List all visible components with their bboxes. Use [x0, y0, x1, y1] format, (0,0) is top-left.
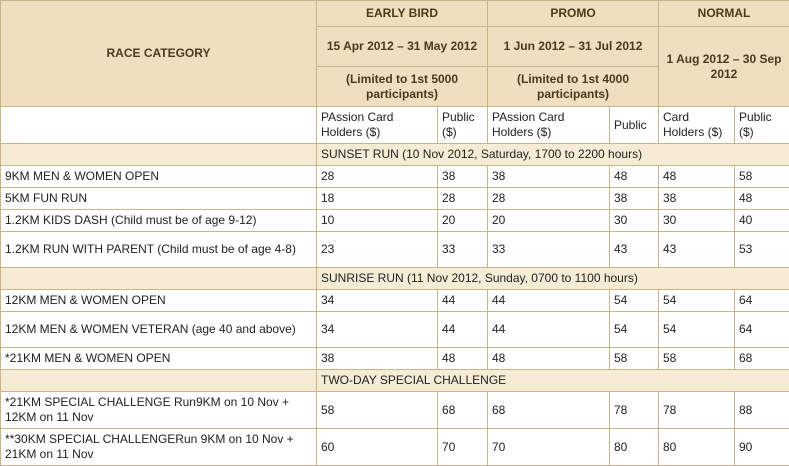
section-title: SUNSET RUN (10 Nov 2012, Saturday, 1700 to 2200 hours) [317, 144, 789, 166]
price-cell: 68 [735, 348, 789, 370]
section-spacer [1, 268, 317, 290]
race-category-cell: 1.2KM KIDS DASH (Child must be of age 9-12) [1, 210, 317, 232]
price-cell: 33 [438, 232, 488, 268]
section-spacer [1, 144, 317, 166]
price-cell: 18 [317, 188, 438, 210]
section-spacer [1, 370, 317, 392]
price-cell: 38 [488, 166, 610, 188]
price-cell: 28 [488, 188, 610, 210]
price-cell: 58 [610, 348, 659, 370]
price-cell: 23 [317, 232, 438, 268]
price-cell: 48 [735, 188, 789, 210]
promo-header: PROMO [488, 1, 659, 27]
price-cell: 43 [610, 232, 659, 268]
price-cell: 88 [735, 392, 789, 429]
sub-col-early-public: Public ($) [438, 107, 488, 144]
price-cell: 68 [488, 392, 610, 429]
sub-col-promo-public: Public [610, 107, 659, 144]
price-cell: 54 [610, 290, 659, 312]
price-cell: 54 [659, 312, 735, 348]
promo-dates: 1 Jun 2012 – 31 Jul 2012 [488, 27, 659, 67]
price-cell: 33 [488, 232, 610, 268]
sub-col-early-card: PAssion Card Holders ($) [317, 107, 438, 144]
race-category-cell: 1.2KM RUN WITH PARENT (Child must be of age 4-8) [1, 232, 317, 268]
race-category-cell: 9KM MEN & WOMEN OPEN [1, 166, 317, 188]
price-cell: 30 [659, 210, 735, 232]
price-cell: 60 [317, 429, 438, 466]
price-cell: 43 [659, 232, 735, 268]
normal-dates: 1 Aug 2012 – 30 Sep 2012 [659, 27, 789, 107]
price-cell: 44 [438, 290, 488, 312]
early-bird-header: EARLY BIRD [317, 1, 488, 27]
sub-col-normal-public: Public ($) [735, 107, 789, 144]
price-cell: 90 [735, 429, 789, 466]
price-cell: 48 [438, 348, 488, 370]
price-cell: 30 [610, 210, 659, 232]
price-cell: 64 [735, 312, 789, 348]
section-title: SUNRISE RUN (11 Nov 2012, Sunday, 0700 to 1100 hours) [317, 268, 789, 290]
price-cell: 54 [659, 290, 735, 312]
promo-limit: (Limited to 1st 4000 participants) [488, 67, 659, 107]
price-cell: 40 [735, 210, 789, 232]
price-cell: 70 [438, 429, 488, 466]
sub-col-promo-card: PAssion Card Holders ($) [488, 107, 610, 144]
race-category-cell: *21KM SPECIAL CHALLENGE Run9KM on 10 Nov + 12KM on 11 Nov [1, 392, 317, 429]
price-cell: 38 [610, 188, 659, 210]
race-category-header: RACE CATEGORY [1, 1, 317, 107]
early-bird-limit: (Limited to 1st 5000 participants) [317, 67, 488, 107]
price-cell: 53 [735, 232, 789, 268]
price-cell: 54 [610, 312, 659, 348]
price-cell: 78 [659, 392, 735, 429]
sub-col-normal-card: Card Holders ($) [659, 107, 735, 144]
price-cell: 10 [317, 210, 438, 232]
price-cell: 20 [488, 210, 610, 232]
price-cell: 48 [488, 348, 610, 370]
race-category-cell: 5KM FUN RUN [1, 188, 317, 210]
price-cell: 64 [735, 290, 789, 312]
price-cell: 58 [735, 166, 789, 188]
blank-header-cell [1, 107, 317, 144]
price-cell: 80 [659, 429, 735, 466]
price-cell: 70 [488, 429, 610, 466]
price-cell: 68 [438, 392, 488, 429]
price-cell: 38 [438, 166, 488, 188]
price-cell: 28 [317, 166, 438, 188]
early-bird-dates: 15 Apr 2012 – 31 May 2012 [317, 27, 488, 67]
race-category-cell: *21KM MEN & WOMEN OPEN [1, 348, 317, 370]
price-cell: 58 [659, 348, 735, 370]
price-cell: 58 [317, 392, 438, 429]
price-cell: 28 [438, 188, 488, 210]
price-cell: 38 [317, 348, 438, 370]
race-category-cell: 12KM MEN & WOMEN VETERAN (age 40 and above) [1, 312, 317, 348]
price-cell: 44 [488, 312, 610, 348]
price-cell: 48 [610, 166, 659, 188]
price-cell: 38 [659, 188, 735, 210]
price-cell: 34 [317, 290, 438, 312]
price-cell: 44 [438, 312, 488, 348]
race-category-cell: 12KM MEN & WOMEN OPEN [1, 290, 317, 312]
price-cell: 80 [610, 429, 659, 466]
race-category-cell: **30KM SPECIAL CHALLENGERun 9KM on 10 Nov + 21KM on 11 Nov [1, 429, 317, 466]
price-cell: 78 [610, 392, 659, 429]
price-cell: 20 [438, 210, 488, 232]
section-title: TWO-DAY SPECIAL CHALLENGE [317, 370, 789, 392]
price-cell: 44 [488, 290, 610, 312]
normal-header: NORMAL [659, 1, 789, 27]
price-cell: 34 [317, 312, 438, 348]
price-cell: 48 [659, 166, 735, 188]
